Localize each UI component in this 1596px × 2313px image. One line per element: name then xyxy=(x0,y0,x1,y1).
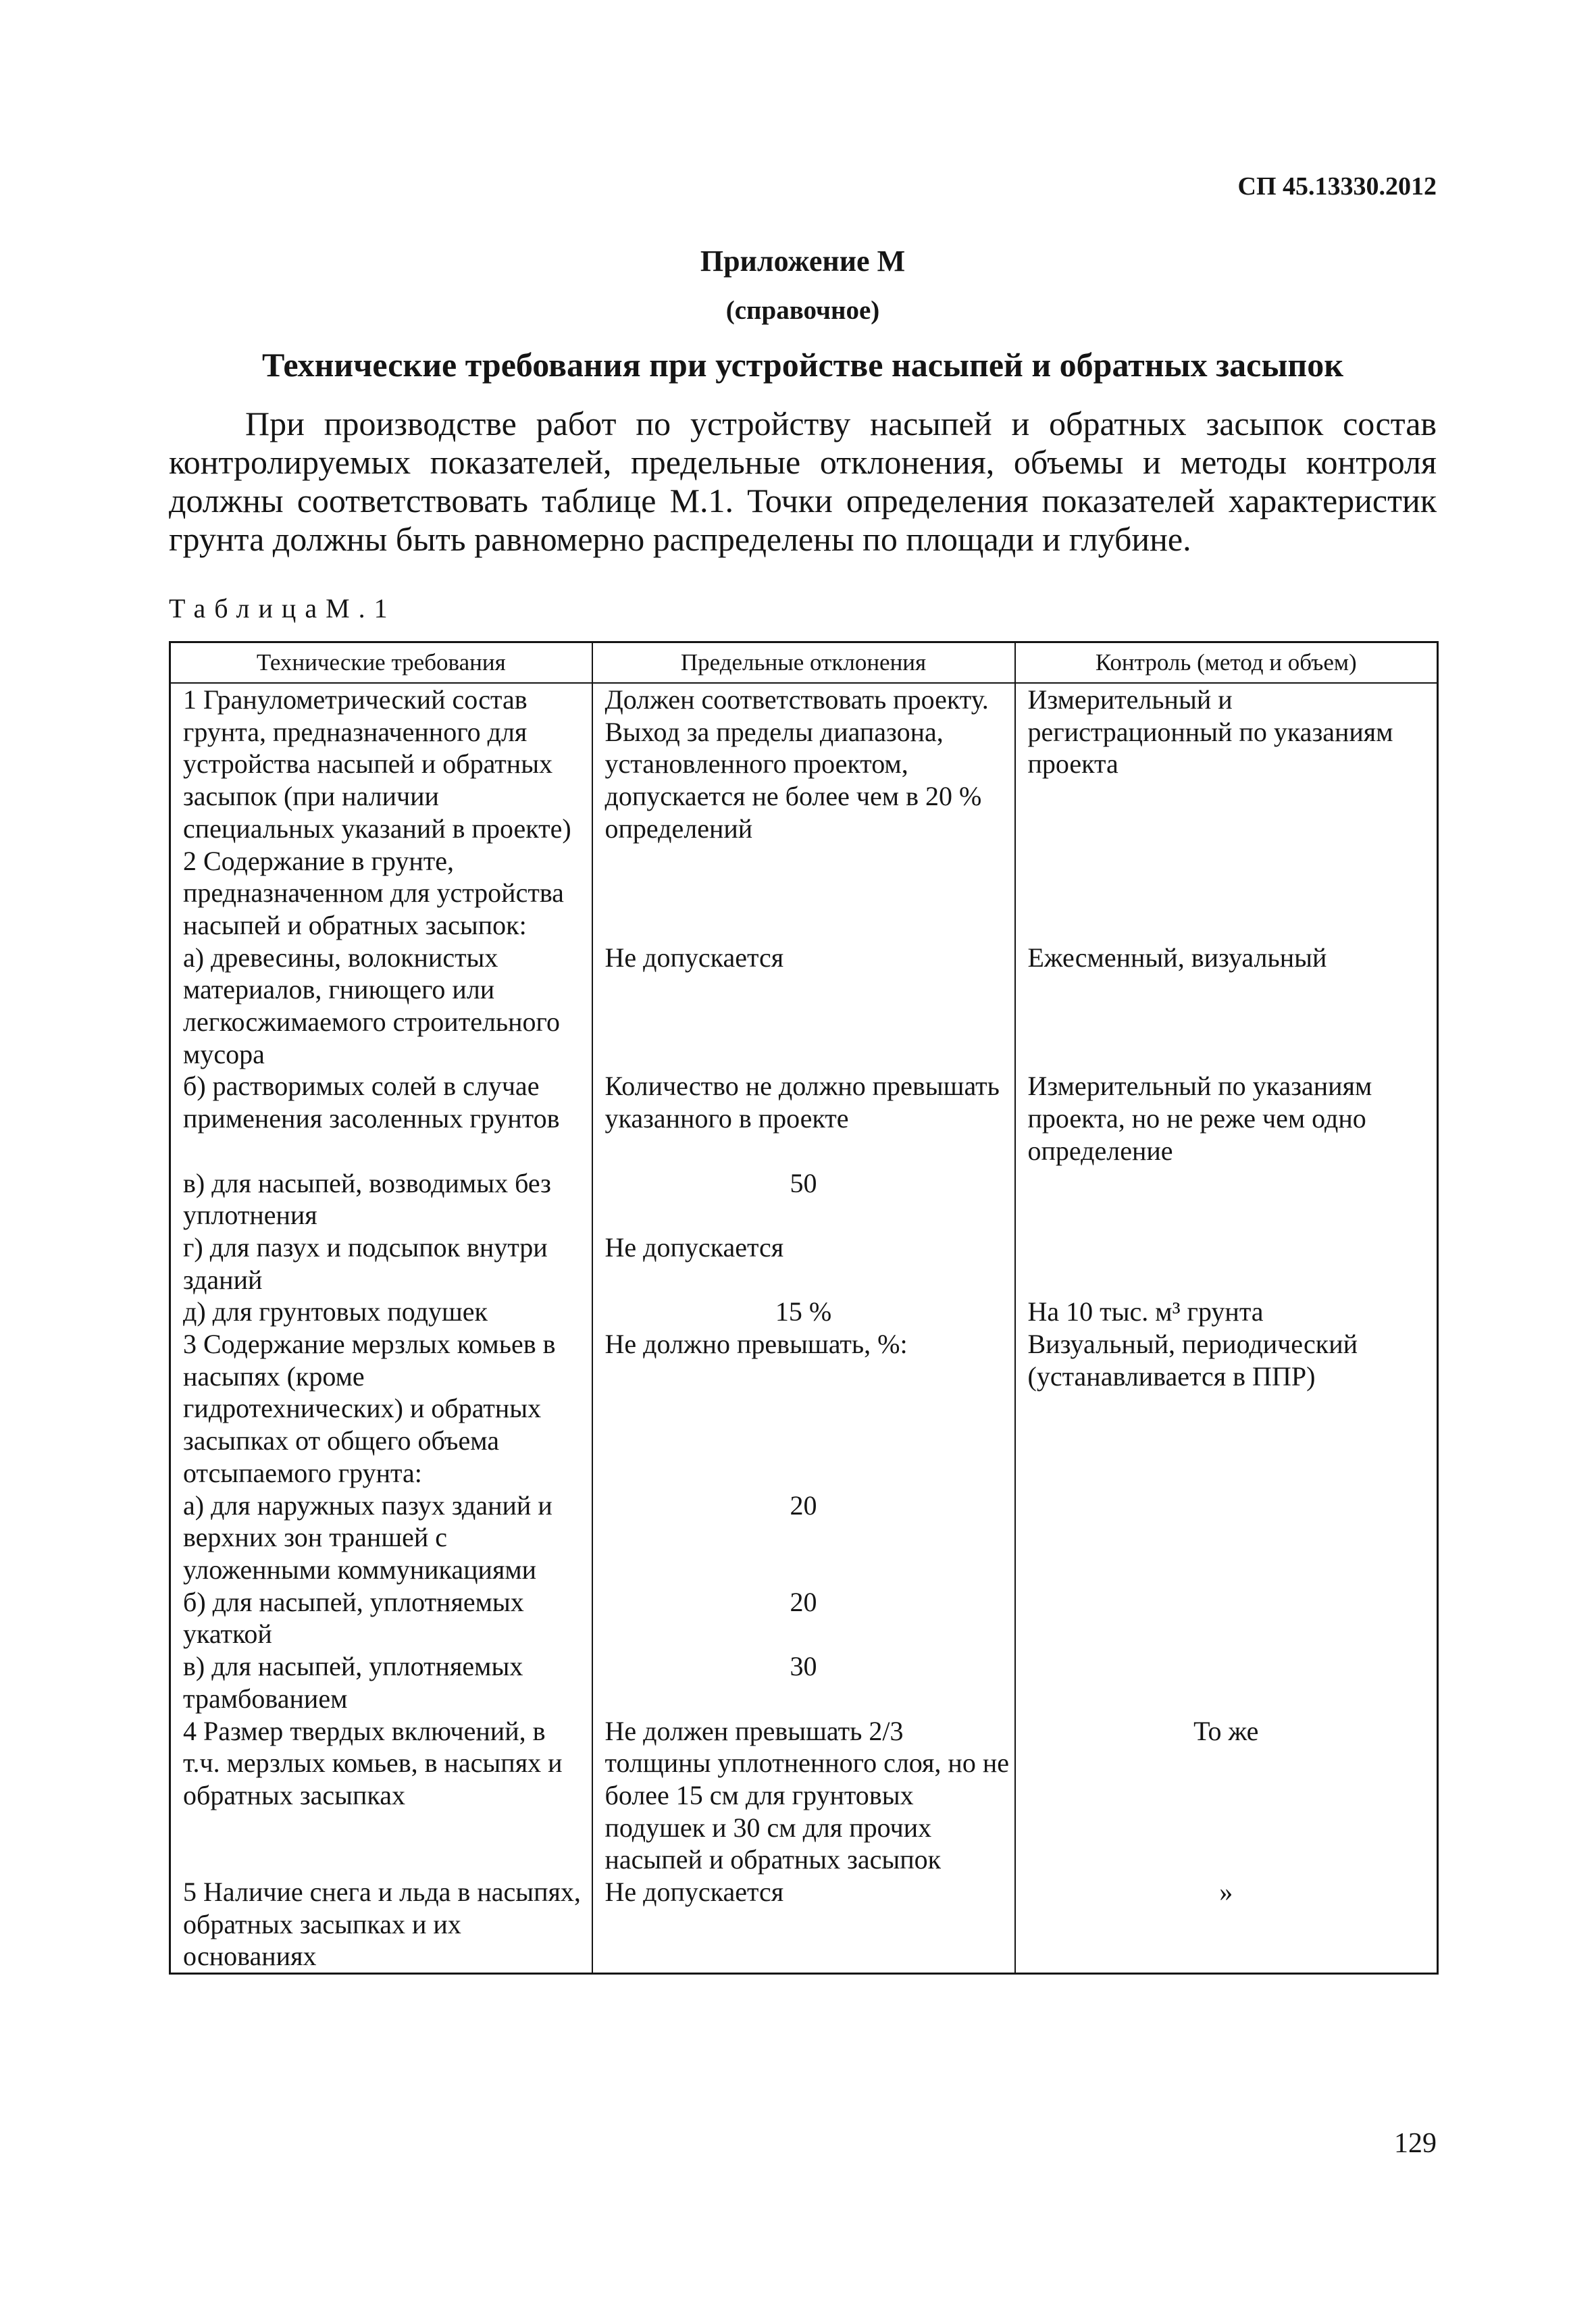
deviation-cell: 30 xyxy=(592,1650,1015,1714)
deviation-cell: Не должен превышать 2/3 толщины уплотненного слоя, но не более 15 см для грунтовых подушек и 30 см для прочих насыпей и обратных засыпок xyxy=(592,1715,1015,1877)
control-cell: На 10 тыс. м³ грунта xyxy=(1015,1296,1438,1328)
table-header-row xyxy=(170,642,1438,684)
table-row xyxy=(170,1586,1438,1650)
deviation-cell: Не должно превышать, %: xyxy=(592,1328,1015,1490)
deviation-cell xyxy=(592,845,1015,942)
requirement-cell: 1 Гранулометрический состав грунта, предназначенного для устройства насыпей и обратных засыпок (при наличии специальных указаний в проекте) xyxy=(170,683,592,845)
control-cell: Ежесменный, визуальный xyxy=(1015,942,1438,1071)
requirement-cell: 3 Содержание мерзлых комьев в насыпях (кроме гидротехнических) и обратных засыпках от общего объема отсыпаемого грунта: xyxy=(170,1328,592,1490)
requirement-cell: б) растворимых солей в случае применения засоленных грунтов xyxy=(170,1070,592,1167)
requirement-cell: 4 Размер твердых включений, в т.ч. мерзлых комьев, в насыпях и обратных засыпках xyxy=(170,1715,592,1877)
control-cell: Визуальный, периодический (устанавливается в ППР) xyxy=(1015,1328,1438,1490)
control-cell: » xyxy=(1015,1876,1438,1974)
table-row xyxy=(170,845,1438,942)
appendix-heading: Технические требования при устройстве насыпей и обратных засыпок xyxy=(261,346,1344,384)
deviation-cell: Не допускается xyxy=(592,1876,1015,1974)
deviation-cell: Не допускается xyxy=(592,1231,1015,1296)
deviation-cell: Количество не должно превышать указанного в проекте xyxy=(592,1070,1015,1167)
column-header-control: Контроль (метод и объем) xyxy=(1015,642,1438,684)
deviation-cell: Должен соответствовать проекту. Выход за пределы диапазона, установленного проектом, допускается не более чем в 20 % определений xyxy=(592,683,1015,845)
control-cell xyxy=(1015,1586,1438,1650)
table-row xyxy=(170,1070,1438,1167)
control-cell xyxy=(1015,1490,1438,1586)
control-cell xyxy=(1015,1231,1438,1296)
table-row xyxy=(170,1167,1438,1231)
control-cell: Измерительный и регистрационный по указаниям проекта xyxy=(1015,683,1438,845)
requirement-cell: 5 Наличие снега и льда в насыпях, обратных засыпках и их основаниях xyxy=(170,1876,592,1974)
requirement-cell: а) для наружных пазух зданий и верхних зон траншей с уложенными коммуникациями xyxy=(170,1490,592,1586)
requirement-cell: а) древесины, волокнистых материалов, гниющего или легкосжимаемого строительного мусора xyxy=(170,942,592,1071)
deviation-cell: 15 % xyxy=(592,1296,1015,1328)
table-row xyxy=(170,1650,1438,1714)
control-cell: То же xyxy=(1015,1715,1438,1877)
table-row xyxy=(170,1715,1438,1877)
appendix-type: (справочное) xyxy=(725,296,880,325)
requirements-table xyxy=(169,641,1439,1975)
table-row xyxy=(170,1328,1438,1490)
deviation-cell: Не допускается xyxy=(592,942,1015,1071)
control-cell: Измерительный по указаниям проекта, но не реже чем одно определение xyxy=(1015,1070,1438,1167)
deviation-cell: 20 xyxy=(592,1586,1015,1650)
deviation-cell: 20 xyxy=(592,1490,1015,1586)
intro-paragraph: При производстве работ по устройству насыпей и обратных засыпок состав контролируемых показателей, предельные отклонения, объемы и методы контроля должны соответствовать таблице М.1. Точки определения показателей характеристик грунта должны быть равномерно распределены по площади и глубине. xyxy=(169,405,1437,558)
table-row xyxy=(170,683,1438,845)
table-row xyxy=(170,1231,1438,1296)
requirement-cell: 2 Содержание в грунте, предназначенном для устройства насыпей и обратных засыпок: xyxy=(170,845,592,942)
control-cell xyxy=(1015,845,1438,942)
requirement-cell: д) для грунтовых подушек xyxy=(170,1296,592,1328)
column-header-requirements: Технические требования xyxy=(170,642,592,684)
appendix-title: Приложение М xyxy=(700,245,906,278)
table-row xyxy=(170,1490,1438,1586)
document-code: СП 45.13330.2012 xyxy=(1237,172,1437,201)
deviation-cell: 50 xyxy=(592,1167,1015,1231)
column-header-deviations: Предельные отклонения xyxy=(592,642,1015,684)
requirement-cell: б) для насыпей, уплотняемых укаткой xyxy=(170,1586,592,1650)
page-number: 129 xyxy=(1394,2128,1437,2159)
table-caption: ТаблицаМ.1 xyxy=(169,593,396,624)
control-cell xyxy=(1015,1650,1438,1714)
table-row xyxy=(170,1876,1438,1974)
requirement-cell: в) для насыпей, возводимых без уплотнения xyxy=(170,1167,592,1231)
table-row xyxy=(170,942,1438,1071)
table-row xyxy=(170,1296,1438,1328)
requirement-cell: в) для насыпей, уплотняемых трамбованием xyxy=(170,1650,592,1714)
control-cell xyxy=(1015,1167,1438,1231)
requirement-cell: г) для пазух и подсыпок внутри зданий xyxy=(170,1231,592,1296)
